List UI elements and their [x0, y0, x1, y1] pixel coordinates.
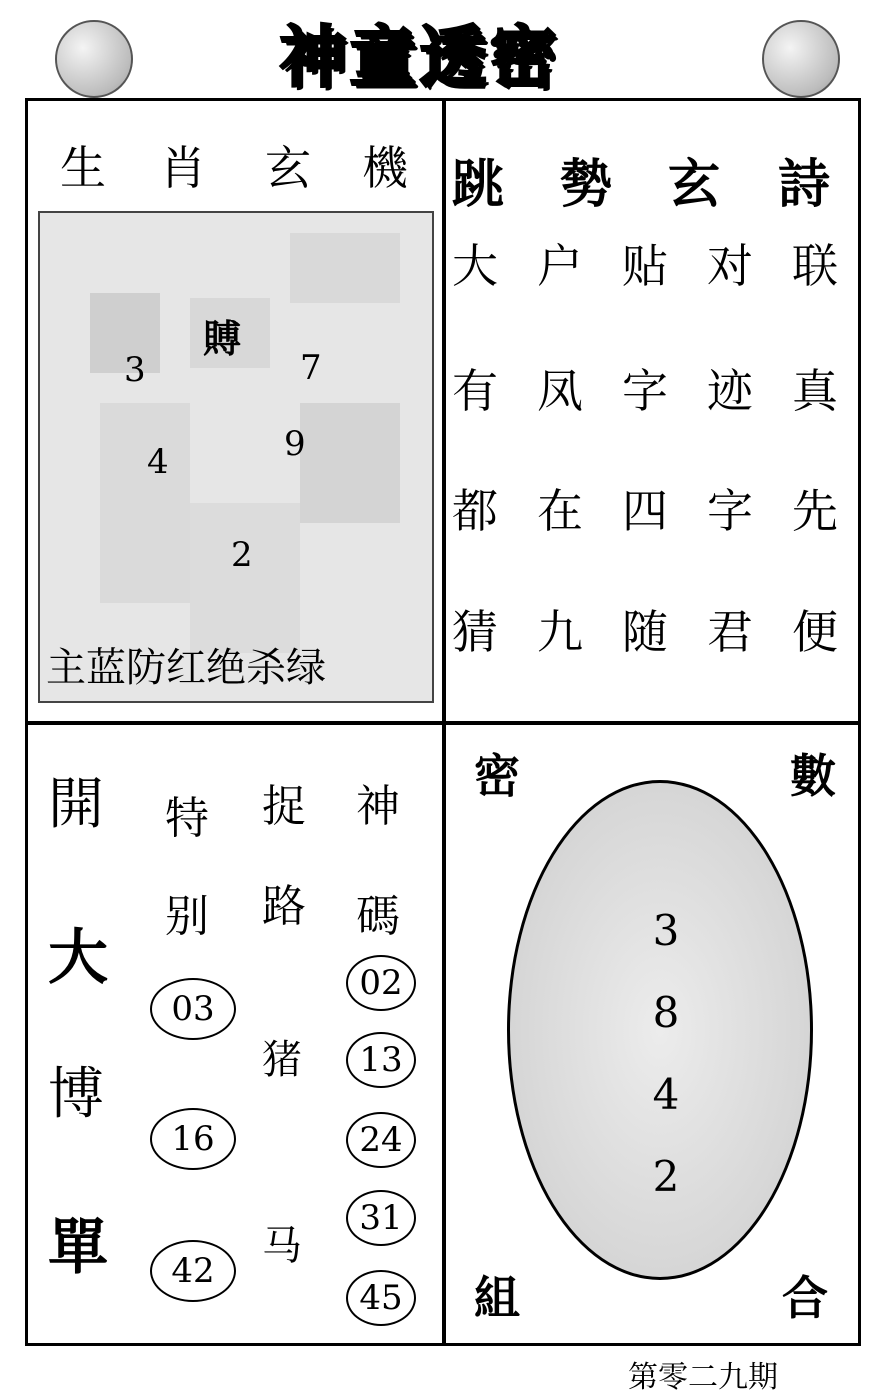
zodiac-heading-1: 生 [60, 141, 106, 195]
label-shen: 神 [356, 781, 400, 832]
zodiac-number: 4 [147, 442, 169, 482]
big-char-dan: 單 [48, 1213, 108, 1283]
label-ma: 碼 [356, 891, 400, 942]
label-lu: 路 [262, 881, 306, 932]
zodiac-box [38, 211, 434, 703]
ornament-ball-right [762, 20, 840, 98]
poem-char: 先 [792, 484, 838, 538]
zodiac-number: 7 [300, 348, 322, 388]
zodiac-number: 9 [284, 424, 306, 464]
ornament-ball-left [55, 20, 133, 98]
corner-mi: 密 [474, 749, 520, 803]
zodiac-heading-3: 玄 [265, 141, 311, 195]
poem-char: 真 [792, 364, 838, 418]
poem-char: 大 [452, 239, 498, 293]
poem-char: 联 [792, 239, 838, 293]
label-zhuo: 捉 [262, 781, 306, 832]
special-number-circle: 16 [150, 1108, 236, 1170]
poem-char: 猜 [452, 605, 498, 659]
zodiac-number: 2 [231, 535, 253, 575]
label-te: 特 [165, 793, 209, 844]
god-number-circle: 13 [346, 1032, 416, 1088]
poem-char: 君 [707, 605, 753, 659]
zodiac-pick-pig: 猪 [262, 1037, 302, 1083]
god-number-circle: 24 [346, 1112, 416, 1168]
special-number-circle: 03 [150, 978, 236, 1040]
secret-number: 3 [652, 906, 680, 955]
poem-heading-2: 勢 [560, 154, 613, 215]
poem-char: 在 [537, 484, 583, 538]
divider-horizontal [25, 721, 861, 725]
poem-char: 迹 [707, 364, 753, 418]
poem-char: 有 [452, 364, 498, 418]
poem-char: 贴 [622, 239, 668, 293]
corner-zu: 組 [474, 1271, 520, 1325]
poem-char: 凤 [537, 364, 583, 418]
poem-char: 便 [792, 605, 838, 659]
big-char-da: 大 [48, 923, 108, 993]
poem-heading-4: 詩 [778, 154, 831, 215]
poem-char: 九 [537, 605, 583, 659]
zodiac-heading-2: 肖 [160, 141, 206, 195]
zodiac-heading-4: 機 [362, 141, 408, 195]
zodiac-number: 3 [124, 350, 146, 390]
poem-heading-1: 跳 [452, 154, 505, 215]
poem-char: 四 [622, 484, 668, 538]
poem-char: 都 [452, 484, 498, 538]
zodiac-pick-horse: 马 [262, 1223, 302, 1269]
page-title: 神童透密 [280, 18, 560, 96]
poem-char: 户 [537, 239, 583, 293]
big-char-kai: 開 [48, 772, 104, 837]
issue-number: 第零二九期 [628, 1360, 778, 1395]
secret-number: 2 [652, 1152, 680, 1201]
god-number-circle: 31 [346, 1190, 416, 1246]
secret-number: 4 [652, 1070, 680, 1119]
big-char-bo: 博 [48, 1062, 104, 1127]
zodiac-boxed-char: 賻 [203, 316, 242, 361]
poem-char: 对 [707, 239, 753, 293]
corner-shu: 數 [790, 749, 836, 803]
poem-char: 字 [622, 364, 668, 418]
god-number-circle: 02 [346, 955, 416, 1011]
poem-char: 字 [707, 484, 753, 538]
label-bie: 别 [165, 891, 209, 942]
color-hint: 主蓝防红绝杀绿 [46, 645, 326, 691]
special-number-circle: 42 [150, 1240, 236, 1302]
corner-he: 合 [782, 1271, 828, 1325]
poem-char: 随 [622, 605, 668, 659]
secret-number: 8 [652, 988, 680, 1037]
poem-heading-3: 玄 [668, 154, 721, 215]
god-number-circle: 45 [346, 1270, 416, 1326]
